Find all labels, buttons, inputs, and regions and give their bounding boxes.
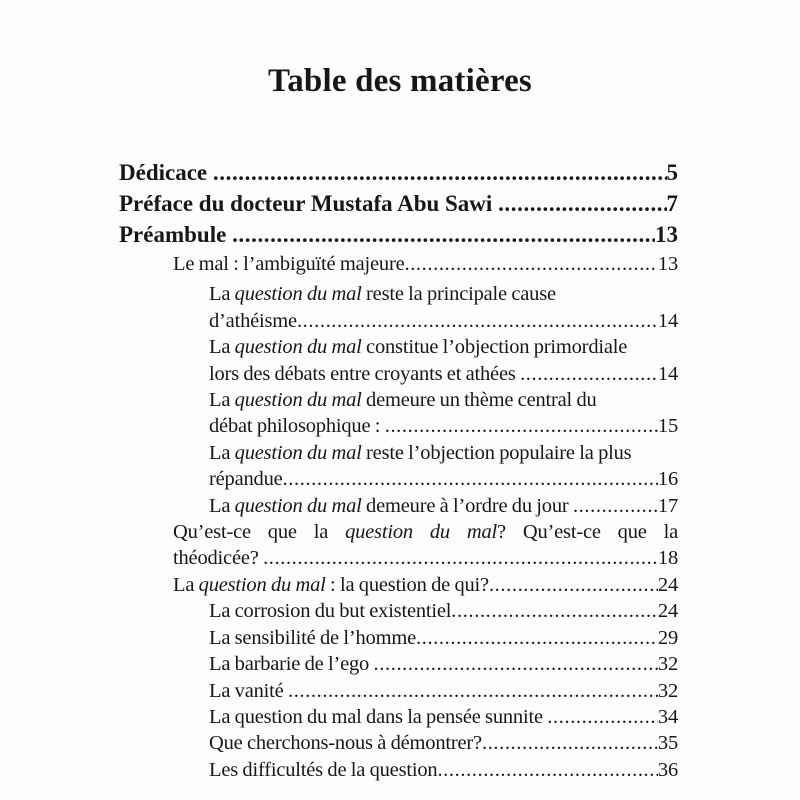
page-number: 32: [657, 653, 678, 676]
leader-dots: [416, 625, 658, 651]
page-number: 16: [657, 468, 678, 491]
toc-list: [0, 157, 800, 783]
leader-dots: [232, 219, 655, 250]
toc-entry-label: Préface du docteur Mustafa Abu Sawi: [119, 191, 499, 216]
leader-dots: [263, 545, 658, 571]
page-number: 24: [657, 600, 678, 623]
toc-line: [119, 157, 678, 188]
toc-entry-label: La question du mal : la question de qui?: [173, 573, 489, 596]
toc-line: [209, 704, 678, 730]
toc-line: [209, 651, 678, 677]
toc-entry-label: Dédicace: [119, 160, 213, 185]
toc-entry-label: La vanité: [209, 679, 288, 702]
toc-line: [209, 678, 678, 704]
toc-line: [209, 757, 678, 783]
leader-dots: [404, 251, 657, 277]
toc-entry-label: Que cherchons-nous à démontrer?: [209, 732, 482, 755]
toc-line: [209, 493, 678, 519]
toc-line: [209, 730, 678, 756]
toc-line: [209, 308, 678, 334]
leader-dots: [520, 361, 658, 387]
leader-dots: [573, 493, 658, 519]
toc-entry: [0, 493, 800, 519]
toc-entry-label: répandue: [209, 468, 283, 491]
leader-dots: [482, 730, 658, 756]
page-number: 15: [657, 415, 678, 438]
toc-entry-label: Les difficultés de la question: [209, 758, 438, 781]
page-number: 5: [666, 160, 678, 185]
toc-line: [209, 413, 678, 439]
page-number: 14: [657, 309, 678, 332]
toc-line: [119, 188, 678, 219]
toc-line: [209, 334, 678, 360]
toc-entry: [0, 251, 800, 277]
leader-dots: [498, 188, 666, 219]
toc-entry: [0, 157, 800, 188]
leader-dots: [385, 413, 658, 439]
page-number: 29: [657, 626, 678, 649]
page-number: 24: [657, 573, 678, 596]
toc-line: [173, 519, 678, 545]
page-number: 13: [655, 222, 678, 247]
leader-dots: [451, 598, 658, 624]
toc-line: [209, 387, 678, 413]
leader-dots: [489, 572, 658, 598]
leader-dots: [374, 651, 658, 677]
page-number: 35: [657, 732, 678, 755]
leader-dots: [297, 308, 658, 334]
toc-entry-label: La question du mal demeure un thème central du: [209, 389, 597, 412]
toc-entry: [0, 625, 800, 651]
page-number: 17: [657, 494, 678, 517]
toc-entry-label: La question du mal reste l’objection populaire la plus: [209, 441, 632, 464]
toc-line: [209, 281, 678, 307]
leader-dots: [213, 157, 667, 188]
toc-entry-label: La corrosion du but existentiel: [209, 600, 452, 623]
leader-dots: [547, 704, 658, 730]
toc-entry: [0, 519, 800, 572]
toc-line: [209, 466, 678, 492]
toc-entry: [0, 281, 800, 334]
toc-entry-label: Qu’est-ce que la question du mal? Qu’est-ce que la: [173, 521, 679, 544]
toc-entry: [0, 730, 800, 756]
toc-entry-label: La question du mal constitue l’objection primordiale: [209, 336, 628, 359]
leader-dots: [283, 466, 658, 492]
toc-entry: [0, 651, 800, 677]
toc-entry: [0, 704, 800, 730]
toc-entry-label: La question du mal demeure à l’ordre du jour: [209, 494, 573, 517]
toc-entry-label: lors des débats entre croyants et athées: [209, 362, 521, 385]
toc-entry-label: La question du mal dans la pensée sunnite: [209, 705, 548, 728]
toc-entry-label: Le mal : l’ambiguïté majeure: [173, 253, 405, 275]
toc-entry-label: débat philosophique :: [209, 415, 385, 438]
page-title: Table des matières: [268, 63, 532, 99]
toc-line: [173, 545, 678, 571]
toc-entry-label: d’athéisme: [209, 309, 297, 332]
toc-entry: [0, 757, 800, 783]
toc-entry: [0, 387, 800, 440]
toc-entry-label: Préambule: [119, 222, 233, 247]
toc-line: [209, 598, 678, 624]
leader-dots: [437, 757, 657, 783]
toc-entry-label: théodicée?: [173, 547, 264, 570]
toc-line: [173, 251, 678, 277]
page-number: 13: [657, 253, 678, 275]
page-number: 7: [666, 191, 678, 216]
toc-line: [119, 219, 678, 250]
toc-entry: [0, 219, 800, 250]
toc-entry: [0, 188, 800, 219]
toc-entry: [0, 598, 800, 624]
toc-line: [209, 361, 678, 387]
toc-line: [173, 572, 678, 598]
toc-entry-label: La barbarie de l’ego: [209, 653, 374, 676]
page-number: 32: [657, 679, 678, 702]
toc-entry: [0, 440, 800, 493]
page-number: 34: [657, 705, 678, 728]
page-number: 18: [657, 547, 678, 570]
toc-line: [209, 625, 678, 651]
toc-line: [209, 440, 678, 466]
toc-entry-label: La question du mal reste la principale cause: [209, 283, 556, 306]
toc-entry: [0, 334, 800, 387]
toc-entry: [0, 572, 800, 598]
page-number: 36: [657, 758, 678, 781]
toc-entry: [0, 678, 800, 704]
page-number: 14: [657, 362, 678, 385]
leader-dots: [288, 678, 658, 704]
toc-entry-label: La sensibilité de l’homme: [209, 626, 416, 649]
